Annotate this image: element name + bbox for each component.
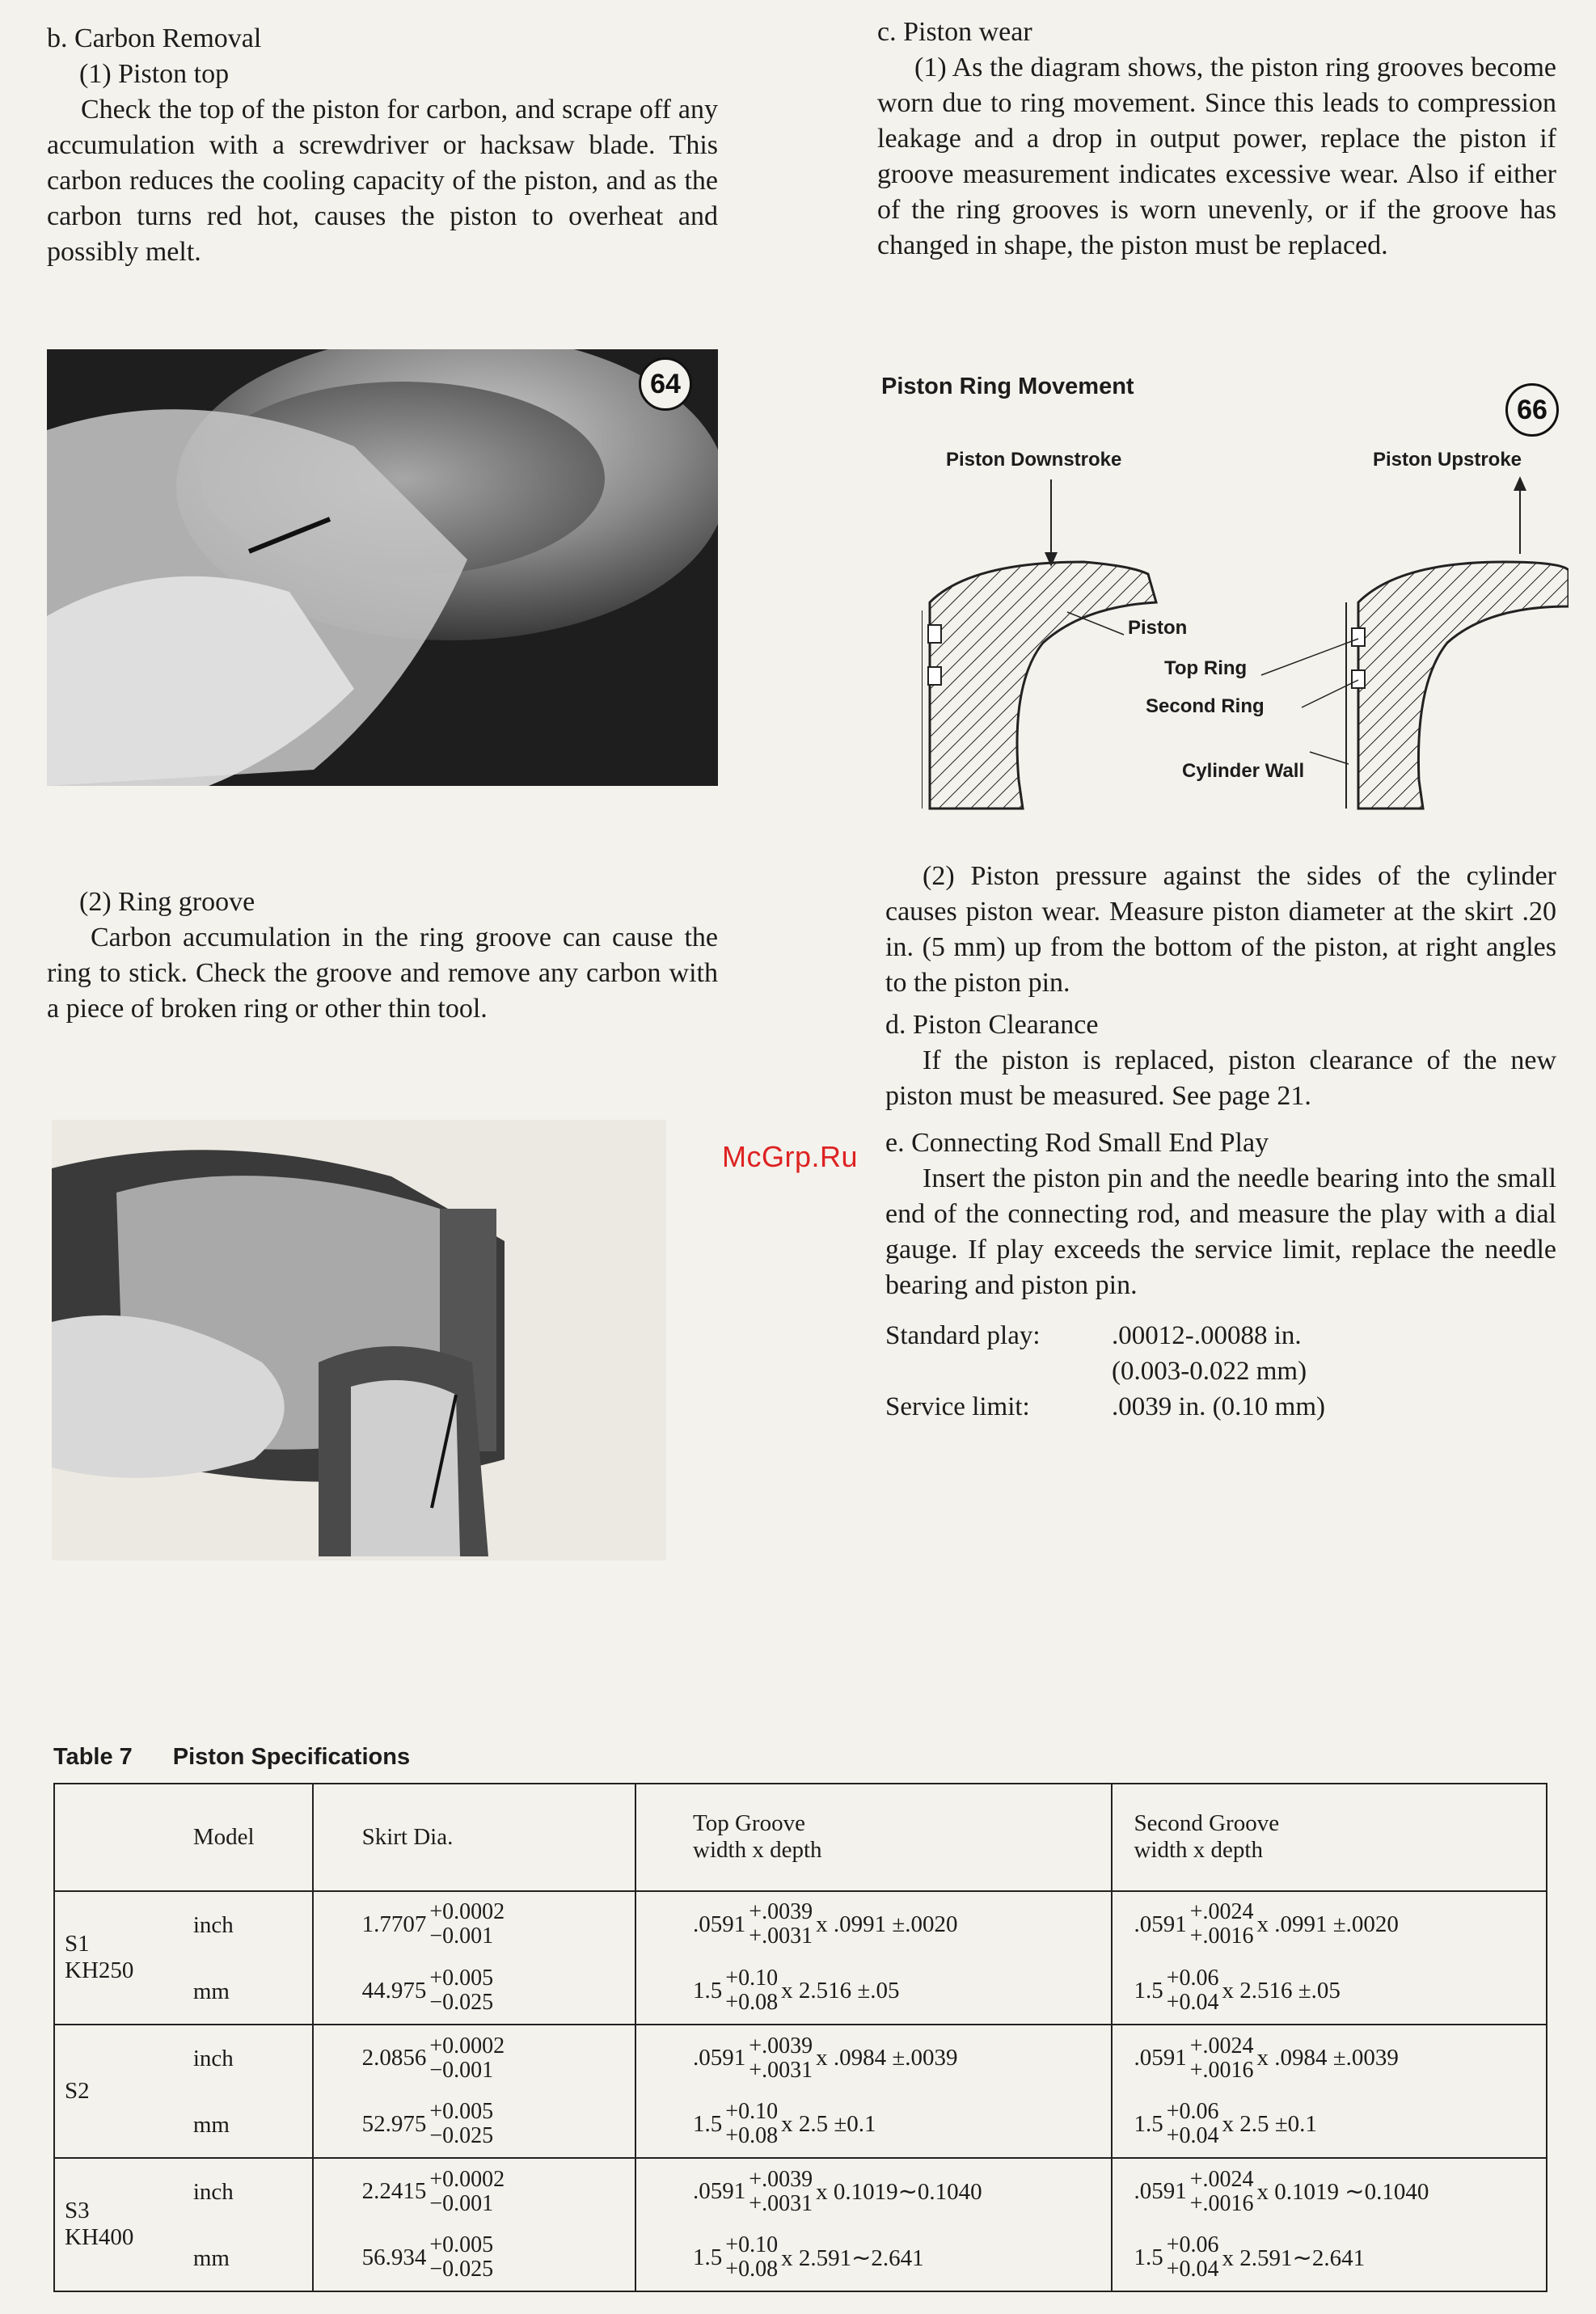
second-groove-cell — [1112, 2025, 1547, 2092]
tolerance — [429, 1966, 493, 2015]
service-limit-label: Service limit: — [885, 1392, 1030, 1421]
tolerance-lower: −0.001 — [429, 2057, 494, 2083]
tolerance-upper: +.0039 — [749, 2033, 813, 2059]
model-cell — [54, 2158, 184, 2291]
label-cylinder-wall: Cylinder Wall — [1182, 760, 1305, 782]
tolerance-lower: +.0031 — [749, 1923, 813, 1949]
left-column-lower — [47, 885, 718, 1027]
skirt-value: 2.2415 — [361, 2178, 427, 2205]
second-groove-width: 1.5 — [1134, 1977, 1163, 2004]
second-groove-cell — [1112, 1957, 1547, 2025]
tolerance — [749, 2034, 813, 2083]
watermark: McGrp.Ru — [722, 1140, 859, 1173]
section-d-text: If the piston is replaced, piston clearance of the new piston must be measured. See page 21. — [885, 1045, 1556, 1111]
tolerance-upper: +0.06 — [1166, 2232, 1219, 2258]
table-row — [54, 1957, 1547, 2025]
left-top-ring — [928, 625, 941, 643]
table-row — [54, 2158, 1547, 2225]
right-column-lower — [885, 859, 1556, 1425]
header-top-groove: Top Groove width x depth — [635, 1784, 1112, 1891]
tolerance — [429, 2100, 493, 2148]
standard-play-label: Standard play: — [885, 1321, 1041, 1350]
tolerance — [749, 2168, 813, 2216]
table-row — [54, 2091, 1547, 2158]
top-groove-width: 1.5 — [693, 2244, 723, 2270]
unit-label: mm — [192, 2111, 230, 2138]
top-groove-cell — [635, 2158, 1112, 2225]
model-alt-name: KH400 — [65, 2224, 134, 2251]
table-row — [54, 2025, 1547, 2092]
top-groove-width: .0591 — [693, 2045, 746, 2071]
piston-top-photo-illustration — [47, 349, 718, 786]
second-groove-width: .0591 — [1134, 2178, 1187, 2205]
top-groove-width: 1.5 — [693, 1977, 723, 2004]
section-b1-heading: (1) Piston top — [79, 59, 230, 89]
top-groove-cell — [635, 1957, 1112, 2025]
tolerance — [1190, 1900, 1254, 1949]
right-top-ring — [1352, 628, 1365, 646]
tolerance — [429, 2034, 505, 2083]
skirt-value: 44.975 — [361, 1977, 427, 2004]
skirt-value: 1.7707 — [361, 1911, 427, 1937]
unit-cell — [184, 2025, 313, 2092]
tolerance-lower: +.0031 — [749, 2190, 813, 2216]
tolerance-lower: +0.04 — [1166, 1989, 1219, 2015]
table-row — [54, 2224, 1547, 2291]
skirt-cell — [313, 1891, 635, 1958]
service-limit-value: .0039 in. (0.10 mm) — [1112, 1392, 1325, 1421]
tolerance-lower: +.0016 — [1189, 2190, 1254, 2216]
top-groove-depth: x .0984 ±.0039 — [816, 2045, 958, 2071]
tolerance-upper: +.0024 — [1189, 2033, 1254, 2059]
figure-ring-groove-photo — [52, 1120, 666, 1560]
upstroke-arrowhead — [1514, 476, 1526, 491]
header-second-groove: Second Groove width x depth — [1112, 1784, 1547, 1891]
tolerance-upper: +0.0002 — [429, 1899, 505, 1925]
table-header-row — [54, 1784, 1547, 1891]
figure-64-badge: 64 — [639, 357, 692, 411]
section-c2-text: (2) Piston pressure against the sides of the cylinder causes piston wear. Measure piston diameter at the skirt .20 in. (5 mm) up from the bottom of the piston, at right angles to the piston pin. — [885, 861, 1556, 998]
unit-cell — [184, 2224, 313, 2291]
section-b1-text: Check the top of the piston for carbon, and scrape off any accumulation with a screwdriver or hacksaw blade. This carbon reduces the cooling capacity of the piston, and as the carbon turns red hot, causes the piston to overheat and possibly melt. — [47, 95, 718, 267]
model-alt-name: KH250 — [65, 1957, 134, 1984]
top-groove-width: 1.5 — [693, 2110, 723, 2137]
figure-66-badge: 66 — [1505, 383, 1559, 437]
second-groove-width: .0591 — [1134, 1911, 1187, 1937]
second-groove-depth: x 0.1019 ∼0.1040 — [1256, 2179, 1429, 2206]
tolerance-lower: −0.025 — [429, 1989, 494, 2015]
label-piston-downstroke: Piston Downstroke — [946, 449, 1122, 471]
second-groove-depth: x 2.516 ±.05 — [1222, 1977, 1341, 2004]
section-b2-text: Carbon accumulation in the ring groove can cause the ring to stick. Check the groove and remove any carbon with a piece of broken ring or other thin tool. — [47, 923, 718, 1024]
tolerance-upper: +.0039 — [749, 1899, 813, 1925]
skirt-cell — [313, 1957, 635, 2025]
top-groove-depth: x 2.591∼2.641 — [781, 2244, 924, 2271]
tolerance-lower: +0.08 — [725, 2257, 779, 2282]
second-groove-depth: x .0984 ±.0039 — [1256, 2045, 1399, 2071]
tolerance-upper: +0.005 — [429, 1965, 494, 1991]
skirt-cell — [313, 2025, 635, 2092]
tolerance-lower: −0.001 — [429, 1923, 494, 1949]
right-second-ring — [1352, 670, 1365, 688]
diagram-title: Piston Ring Movement — [881, 374, 1134, 399]
second-groove-depth: x 2.5 ±0.1 — [1222, 2110, 1317, 2137]
second-groove-cell — [1112, 2224, 1547, 2291]
tolerance — [725, 2100, 778, 2148]
tolerance — [429, 2233, 493, 2282]
left-second-ring — [928, 667, 941, 685]
tolerance-lower: +.0016 — [1189, 1923, 1254, 1949]
table-caption-number: Table 7 — [53, 1744, 133, 1770]
tolerance-lower: +.0016 — [1189, 2057, 1254, 2083]
unit-label: inch — [192, 1911, 234, 1938]
tolerance — [429, 1900, 505, 1949]
left-piston-section — [930, 562, 1156, 809]
skirt-cell — [313, 2224, 635, 2291]
top-groove-depth: x 2.516 ±.05 — [781, 1977, 900, 2004]
right-column — [877, 15, 1556, 264]
skirt-cell — [313, 2091, 635, 2158]
second-groove-width: 1.5 — [1134, 2110, 1163, 2137]
tolerance-upper: +0.0002 — [429, 2166, 505, 2192]
left-column — [47, 21, 718, 270]
tolerance-lower: +0.08 — [725, 1989, 779, 2015]
tolerance-upper: +.0024 — [1189, 2166, 1254, 2192]
model-cell — [54, 1891, 184, 2025]
tolerance-upper: +.0024 — [1189, 1899, 1254, 1925]
unit-label: mm — [192, 1978, 230, 2004]
second-groove-width: .0591 — [1134, 2045, 1187, 2071]
label-piston: Piston — [1128, 617, 1188, 639]
tolerance — [749, 1900, 813, 1949]
second-groove-cell — [1112, 2091, 1547, 2158]
tolerance-lower: +0.04 — [1166, 2123, 1219, 2149]
tolerance — [1167, 2100, 1219, 2148]
model-name: S3 — [65, 2198, 90, 2224]
tolerance-lower: +.0031 — [749, 2057, 813, 2083]
second-groove-cell — [1112, 2158, 1547, 2225]
section-c1-text: (1) As the diagram shows, the piston ring grooves become worn due to ring movement. Since this leads to compression leakage and a drop in output power, replace the piston if groove measurement indicates excessive wear. Also if either of the ring grooves is worn unevenly, or if the groove has changed in shape, the piston must be replaced. — [877, 53, 1556, 260]
skirt-value: 56.934 — [361, 2244, 427, 2270]
section-b-heading: b. Carbon Removal — [47, 23, 262, 53]
top-groove-cell — [635, 2224, 1112, 2291]
tolerance-upper: +0.10 — [725, 2099, 779, 2125]
piston-ring-diagram — [922, 441, 1569, 813]
unit-label: mm — [192, 2244, 230, 2271]
top-groove-width: .0591 — [693, 2178, 746, 2205]
standard-play-value: .00012-.00088 in. — [1112, 1321, 1302, 1350]
ring-groove-photo-illustration — [52, 1120, 666, 1560]
piston-specifications-table — [53, 1783, 1547, 2292]
top-groove-depth: x .0991 ±.0020 — [816, 1911, 958, 1937]
top-groove-width: .0591 — [693, 1911, 746, 1937]
unit-label: inch — [192, 2045, 234, 2071]
tolerance — [1167, 2233, 1219, 2282]
top-groove-depth: x 0.1019∼0.1040 — [816, 2179, 982, 2206]
unit-cell — [184, 1957, 313, 2025]
section-e-text: Insert the piston pin and the needle bearing into the small end of the connecting rod, and measure the play with a dial gauge. If play exceeds the service limit, replace the needle bearing and piston pin. — [885, 1163, 1556, 1300]
tolerance-upper: +0.10 — [725, 2232, 779, 2258]
model-name: S2 — [65, 2077, 90, 2104]
tolerance-upper: +.0039 — [749, 2166, 813, 2192]
right-piston-section — [1358, 562, 1569, 809]
section-d-heading: d. Piston Clearance — [885, 1010, 1099, 1040]
tolerance-upper: +0.10 — [725, 1965, 779, 1991]
top-groove-depth: x 2.5 ±0.1 — [781, 2110, 876, 2137]
table-caption-title: Piston Specifications — [172, 1744, 411, 1770]
tolerance-lower: −0.001 — [429, 2190, 494, 2216]
model-cell — [54, 2025, 184, 2158]
tolerance-upper: +0.06 — [1166, 1965, 1219, 1991]
section-b2-heading: (2) Ring groove — [79, 887, 255, 917]
label-top-ring: Top Ring — [1164, 657, 1248, 679]
tolerance — [1190, 2168, 1254, 2216]
second-groove-width: 1.5 — [1134, 2244, 1163, 2270]
figure-64-photo — [47, 349, 718, 786]
model-name: S1 — [65, 1931, 90, 1957]
tolerance-lower: −0.025 — [429, 2257, 494, 2282]
skirt-cell — [313, 2158, 635, 2225]
unit-cell — [184, 2158, 313, 2225]
header-skirt: Skirt Dia. — [313, 1784, 635, 1891]
skirt-value: 52.975 — [361, 2110, 427, 2137]
header-model: Model — [184, 1784, 313, 1891]
tolerance-lower: −0.025 — [429, 2123, 494, 2149]
tolerance-upper: +0.005 — [429, 2232, 494, 2258]
skirt-value: 2.0856 — [361, 2045, 427, 2071]
second-groove-depth: x 2.591∼2.641 — [1222, 2244, 1366, 2271]
table-row — [54, 1891, 1547, 1958]
top-groove-cell — [635, 2025, 1112, 2092]
tolerance — [429, 2168, 505, 2216]
piston-ring-diagram-svg — [922, 441, 1569, 813]
unit-cell — [184, 1891, 313, 1958]
table-caption — [53, 1744, 410, 1771]
standard-play-value-mm: (0.003-0.022 mm) — [1112, 1357, 1307, 1386]
tolerance-upper: +0.0002 — [429, 2033, 505, 2059]
tolerance — [725, 1966, 778, 2015]
top-groove-cell — [635, 1891, 1112, 1958]
section-e-heading: e. Connecting Rod Small End Play — [885, 1128, 1269, 1158]
section-c-heading: c. Piston wear — [877, 17, 1032, 47]
tolerance-upper: +0.06 — [1166, 2099, 1219, 2125]
play-specs — [885, 1318, 1556, 1425]
label-second-ring: Second Ring — [1146, 695, 1265, 717]
tolerance — [1190, 2034, 1254, 2083]
unit-label: inch — [192, 2179, 234, 2206]
second-groove-depth: x .0991 ±.0020 — [1256, 1911, 1399, 1937]
top-groove-cell — [635, 2091, 1112, 2158]
second-groove-cell — [1112, 1891, 1547, 1958]
tolerance-upper: +0.005 — [429, 2099, 494, 2125]
tolerance-lower: +0.08 — [725, 2123, 779, 2149]
tolerance — [1167, 1966, 1219, 2015]
label-piston-upstroke: Piston Upstroke — [1373, 449, 1522, 471]
tolerance-lower: +0.04 — [1166, 2257, 1219, 2282]
unit-cell — [184, 2091, 313, 2158]
tolerance — [725, 2233, 778, 2282]
